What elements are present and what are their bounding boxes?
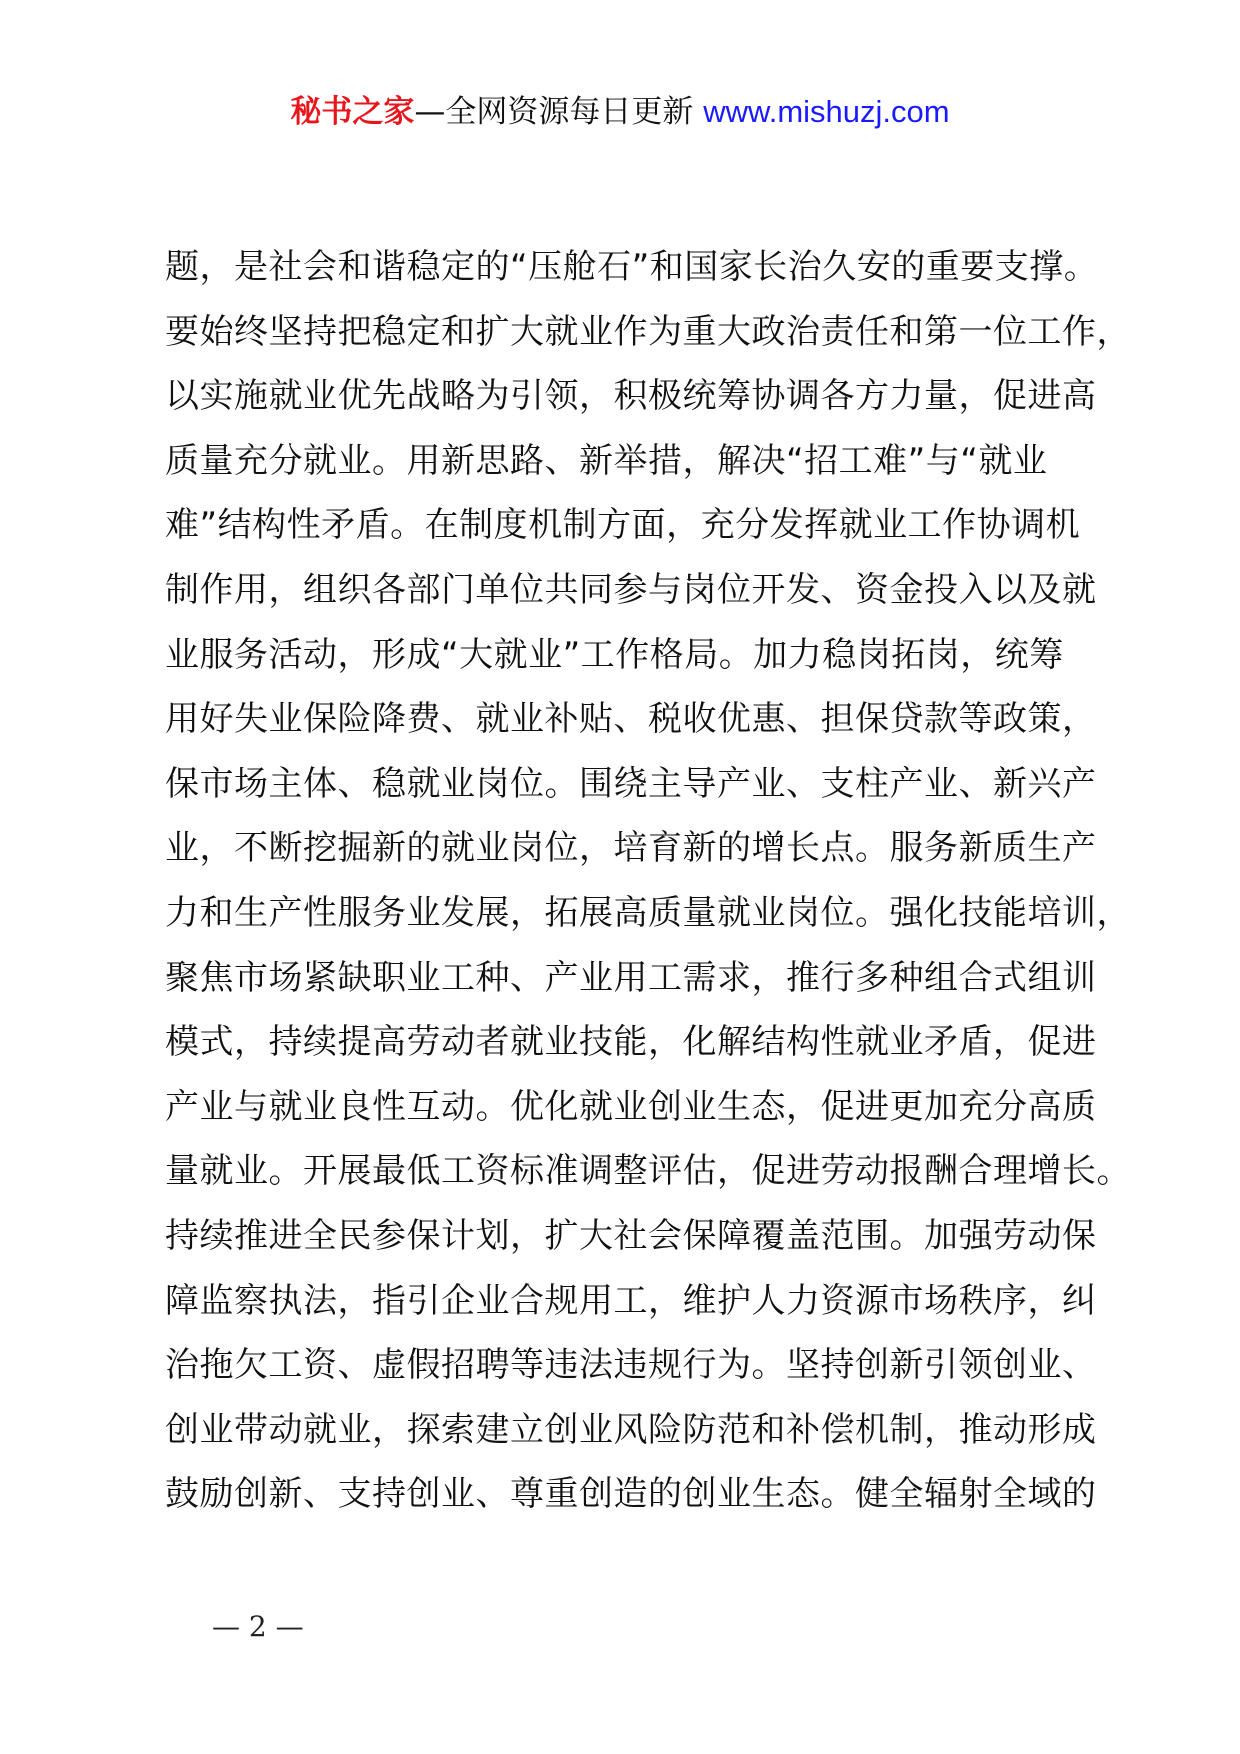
body-line: 题，是社会和谐稳定的“压舱石”和国家长治久安的重要支撑。 — [165, 247, 1099, 287]
body-line: 创业带动就业，探索建立创业风险防范和补偿机制，推动形成 — [165, 1409, 1097, 1450]
body-line: 量就业。开展最低工资标准调整评估，促进劳动报酬合理增长。 — [165, 1151, 1131, 1192]
document-body — [165, 235, 1131, 1527]
body-line: 以实施就业优先战略为引领，积极统筹协调各方力量，促进高 — [165, 376, 1097, 417]
body-line: 产业与就业良性互动。优化就业创业生态，促进更加充分高质 — [165, 1086, 1097, 1127]
body-line: 业服务活动，形成“大就业”工作格局。加力稳岗拓岗，统筹 — [165, 634, 1064, 675]
body-line: 障监察执法，指引企业合规用工，维护人力资源市场秩序，纠 — [165, 1280, 1097, 1321]
body-line: 制作用，组织各部门单位共同参与岗位开发、资金投入以及就 — [165, 569, 1097, 610]
body-line: 用好失业保险降费、就业补贴、税收优惠、担保贷款等政策， — [165, 699, 1097, 740]
body-line: 质量充分就业。用新思路、新举措，解决“招工难”与“就业 — [165, 440, 1048, 481]
header-tagline: —全网资源每日更新 — [414, 94, 704, 130]
site-header — [0, 92, 1240, 132]
body-line: 难”结构性矛盾。在制度机制方面，充分发挥就业工作协调机 — [165, 505, 1081, 546]
body-line: 业，不断挖掘新的就业岗位，培育新的增长点。服务新质生产 — [165, 828, 1097, 869]
body-line: 要始终坚持把稳定和扩大就业作为重大政治责任和第一位工作， — [165, 311, 1131, 352]
body-line: 治拖欠工资、虚假招聘等违法违规行为。坚持创新引领创业、 — [165, 1345, 1097, 1386]
body-line: 力和生产性服务业发展，拓展高质量就业岗位。强化技能培训， — [165, 892, 1131, 933]
body-line: 保市场主体、稳就业岗位。围绕主导产业、支柱产业、新兴产 — [165, 763, 1097, 804]
site-url-link[interactable]: www.mishuzj.com — [703, 94, 950, 129]
brand-name: 秘书之家 — [290, 94, 415, 130]
body-line: 模式，持续提高劳动者就业技能，化解结构性就业矛盾，促进 — [165, 1022, 1097, 1063]
body-line: 聚焦市场紧缺职业工种、产业用工需求，推行多种组合式组训 — [165, 957, 1097, 998]
body-line: 持续推进全民参保计划，扩大社会保障覆盖范围。加强劳动保 — [165, 1215, 1097, 1256]
body-line: 鼓励创新、支持创业、尊重创造的创业生态。健全辐射全域的 — [165, 1474, 1097, 1515]
page-number: — 2 — — [212, 1610, 304, 1643]
